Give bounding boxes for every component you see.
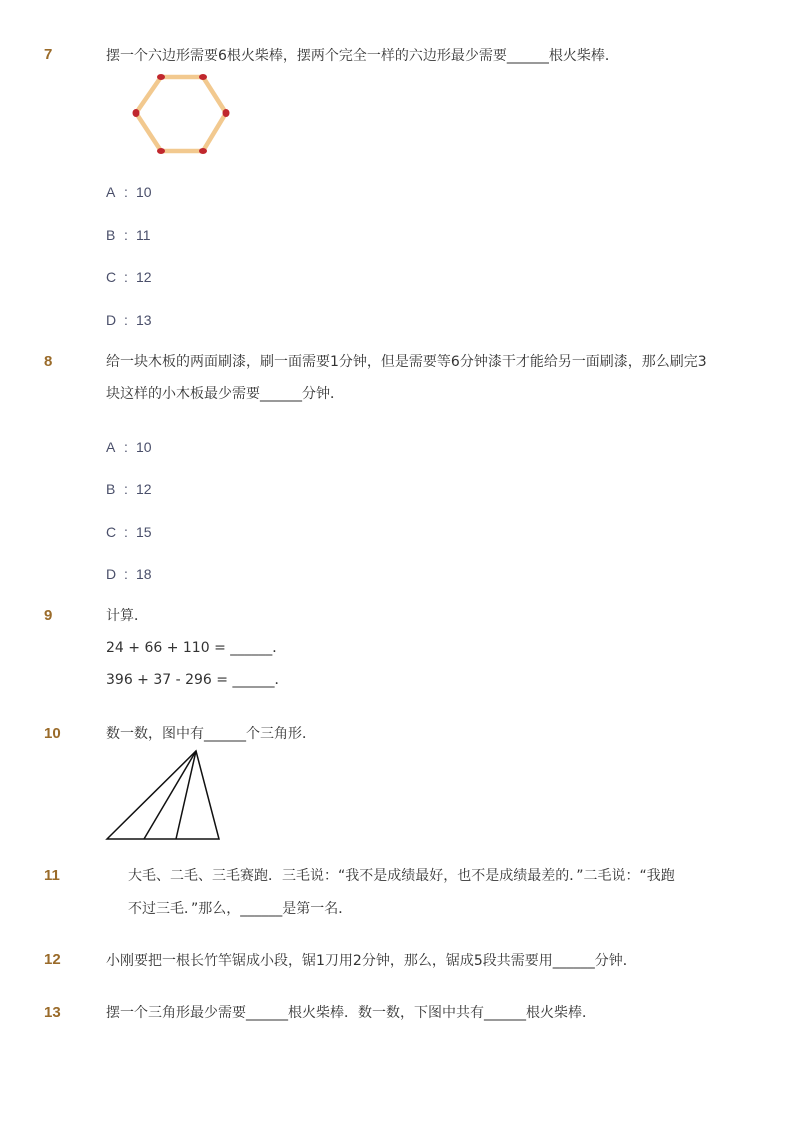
question-8-text-line-2: 块这样的小木板最少需要______分钟． xyxy=(106,386,344,402)
triangle-figure-icon xyxy=(104,748,224,844)
question-number-8: 8 xyxy=(44,353,53,370)
question-9-expression-2: 396 + 37 - 296 = ______． xyxy=(106,672,289,688)
question-7-option-c[interactable]: C : 12 xyxy=(106,269,152,285)
question-number-13: 13 xyxy=(44,1004,61,1021)
matchstick-hexagon-icon xyxy=(128,70,236,162)
question-9-expression-1: 24 + 66 + 110 = ______． xyxy=(106,640,287,656)
question-number-7: 7 xyxy=(44,46,53,63)
question-13-text: 摆一个三角形最少需要______根火柴棒．数一数，下图中共有______根火柴棒． xyxy=(106,1005,596,1021)
question-11-text-line-1: 大毛、二毛、三毛赛跑．三毛说：“我不是成绩最好，也不是成绩最差的．”二毛说：“我跑 xyxy=(128,868,675,884)
question-12-text: 小刚要把一根长竹竿锯成小段，锯1刀用2分钟，那么，锯成5段共需要用______分钟． xyxy=(106,953,637,969)
question-8-option-c[interactable]: C : 15 xyxy=(106,524,152,540)
question-7-option-b[interactable]: B : 11 xyxy=(106,227,151,243)
question-7-option-d[interactable]: D : 13 xyxy=(106,312,152,328)
question-7-text: 摆一个六边形需要6根火柴棒，摆两个完全一样的六边形最少需要______根火柴棒． xyxy=(106,48,619,64)
question-10-text: 数一数，图中有______个三角形． xyxy=(106,726,316,742)
question-7-option-a[interactable]: A : 10 xyxy=(106,184,152,200)
question-8-option-d[interactable]: D : 18 xyxy=(106,566,152,582)
question-number-11: 11 xyxy=(44,867,60,884)
question-8-option-a[interactable]: A : 10 xyxy=(106,439,152,455)
question-8-text-line-1: 给一块木板的两面刷漆，刷一面需要1分钟，但是需要等6分钟漆干才能给另一面刷漆，那么刷完3 xyxy=(106,354,707,370)
question-9-text: 计算． xyxy=(106,608,148,624)
question-number-9: 9 xyxy=(44,607,53,624)
question-11-text-line-2: 不过三毛．”那么，______是第一名． xyxy=(128,901,353,917)
question-8-option-b[interactable]: B : 12 xyxy=(106,481,152,497)
question-number-12: 12 xyxy=(44,951,61,968)
question-number-10: 10 xyxy=(44,725,61,742)
